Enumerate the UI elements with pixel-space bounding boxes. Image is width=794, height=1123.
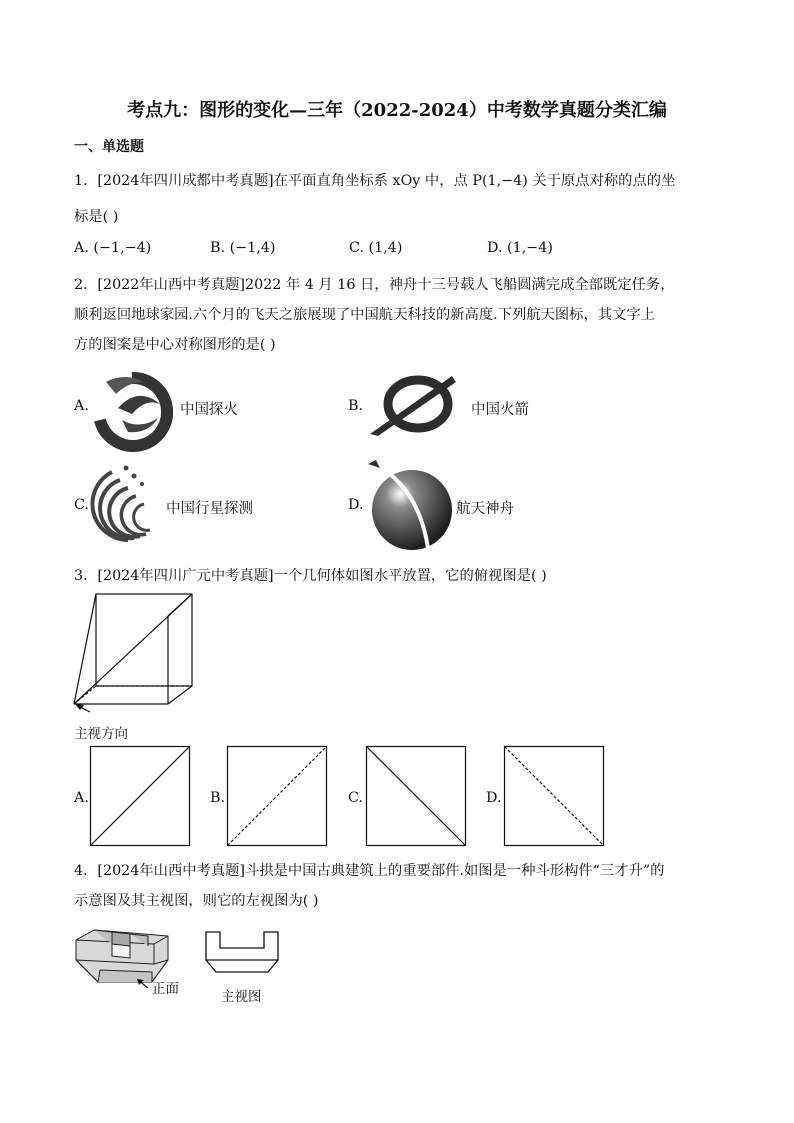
q4-main-view-caption: 主视图: [221, 989, 262, 1005]
q2-option-c-label: 中国行星探测: [166, 501, 253, 517]
q2-line1: 2．[2022年山西中考真题]2022 年 4 月 16 日，神舟十三号载人飞船圆满完成全部既定任务，: [74, 277, 675, 293]
q2-option-b-letter: B.: [348, 398, 364, 414]
q3-option-d-square: [504, 746, 604, 846]
mars-exploration-logo: [88, 368, 178, 448]
q2-option-d-label: 航天神舟: [456, 501, 514, 517]
q3-option-a-square: [90, 746, 190, 846]
front-direction-arrow: [136, 978, 152, 990]
q3-option-a-letter: A.: [74, 790, 89, 806]
q3-view-direction-caption: 主视方向: [74, 726, 128, 742]
q3-option-c-square: [366, 746, 466, 846]
page-title: 考点九：图形的变化—三年（2022-2024）中考数学真题分类汇编: [127, 100, 667, 121]
section-heading: 一、单选题: [74, 139, 144, 155]
q2-line3: 方的图案是中心对称图形的是( ): [74, 337, 276, 353]
q1-option-d: D. (1,−4): [487, 240, 553, 256]
q2-option-b-label: 中国火箭: [471, 402, 529, 418]
q2-option-a-letter: A.: [74, 398, 89, 414]
q2-line2: 顺利返回地球家园.六个月的飞天之旅展现了中国航天科技的新高度.下列航天图标，其文字上: [74, 307, 655, 323]
q3-line1: 3．[2024年四川广元中考真题]一个几何体如图水平放置，它的俯视图是( ): [74, 568, 547, 584]
q3-solid-figure: [70, 592, 196, 716]
q3-option-b-square: [227, 746, 327, 846]
q4-line2: 示意图及其主视图，则它的左视图为( ): [74, 893, 319, 909]
q2-option-c-letter: C.: [74, 497, 89, 513]
q2-option-d-letter: D.: [348, 497, 364, 513]
q4-front-caption: 正面: [152, 981, 179, 997]
q1-option-c: C. (1,4): [349, 240, 403, 256]
rocket-logo: [368, 374, 458, 438]
q4-line1: 4．[2024年山西中考真题]斗拱是中国古典建筑上的重要部件.如图是一种斗形构件“三才升”的: [74, 863, 665, 879]
q3-option-d-letter: D.: [486, 790, 502, 806]
q1-line1: 1．[2024年四川成都中考真题]在平面直角坐标系 xOy 中，点 P(1,−4) 关于原点对称的点的坐: [74, 173, 676, 189]
q1-option-b: B. (−1,4): [210, 240, 276, 256]
q4-main-view: [204, 930, 280, 974]
q3-option-c-letter: C.: [348, 790, 363, 806]
q1-line2: 标是( ): [74, 209, 119, 225]
q1-option-a: A. (−1,−4): [74, 240, 152, 256]
q2-option-a-label: 中国探火: [180, 402, 238, 418]
shenzhou-logo: [368, 460, 454, 550]
q3-option-b-letter: B.: [210, 790, 226, 806]
planetary-exploration-logo: [88, 462, 158, 546]
